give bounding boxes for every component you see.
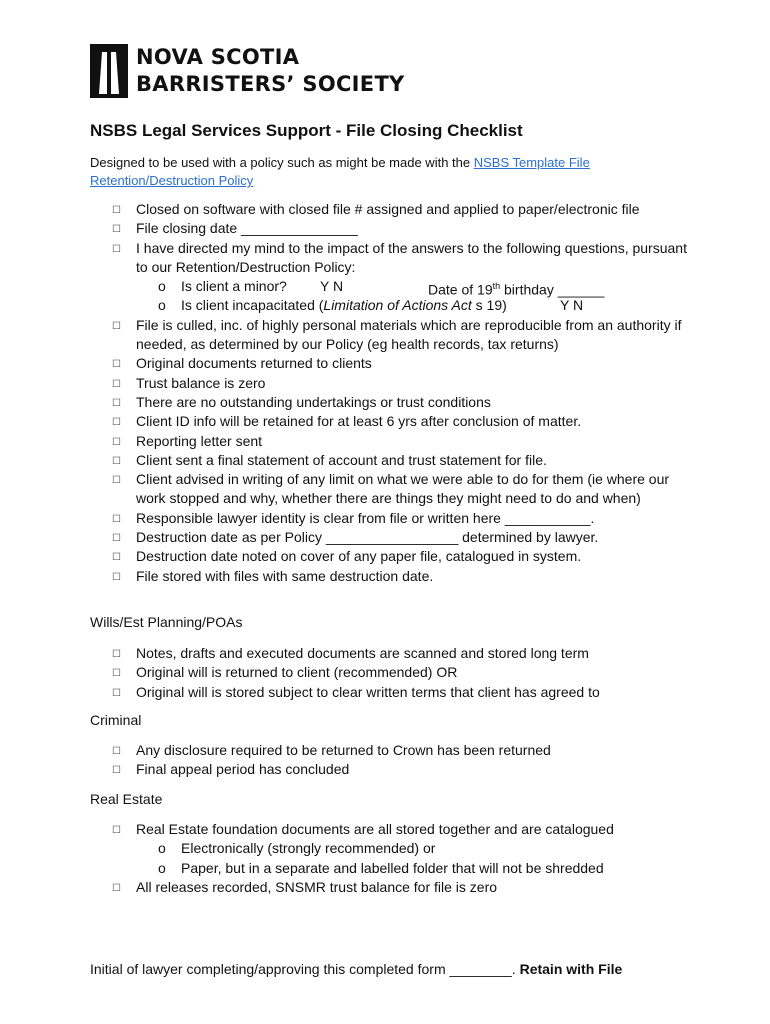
checklist-item	[0, 760, 770, 779]
checklist-item-text: Destruction date as per Policy _________________ determined by lawyer.	[136, 529, 599, 546]
minor-yn[interactable]: Y N	[320, 278, 344, 295]
checklist-item-text: Client advised in writing of any limit on what we were able to do for them (ie where our work stopped and why, whether there are things they might need to do and when)	[136, 471, 670, 507]
incapacitated-post: s 19)	[471, 297, 507, 314]
main-checklist	[0, 200, 770, 586]
checklist-item-text: Notes, drafts and executed documents are scanned and stored long term	[136, 645, 589, 661]
checkbox[interactable]: ☐	[112, 649, 121, 660]
checkbox[interactable]: ☐	[112, 378, 121, 390]
checkbox[interactable]: ☐	[112, 825, 121, 836]
checkbox[interactable]: ☐	[112, 668, 121, 680]
act-name: Limitation of Actions Act	[323, 297, 472, 314]
checkbox[interactable]: ☐	[112, 882, 121, 894]
checklist-item	[0, 200, 770, 219]
birthday-label: Date of 19	[428, 281, 493, 298]
checklist-item	[0, 741, 770, 760]
checklist-item-text: File is culled, inc. of highly personal materials which are reproducible from an authority if needed, as determined by our Policy (eg health records, tax returns)	[136, 316, 682, 353]
checkbox[interactable]: ☐	[112, 765, 121, 777]
checklist-item-text: Any disclosure required to be returned to Crown has been returned	[136, 742, 551, 758]
checklist-item-text: File stored with files with same destruction date.	[136, 567, 434, 584]
checklist-item	[0, 567, 770, 586]
intro-text: Designed to be used with a policy such as might be made with the	[90, 155, 474, 170]
sub-question-minor	[0, 277, 770, 296]
checklist-item	[0, 820, 770, 839]
minor-question: Is client a minor?	[181, 278, 287, 295]
checklist-item	[0, 239, 770, 278]
checkbox[interactable]: ☐	[112, 205, 121, 216]
checklist-item	[0, 878, 770, 897]
sub-item	[0, 859, 770, 878]
checkbox[interactable]: ☐	[112, 571, 121, 583]
checklist-item	[0, 451, 770, 470]
checklist-item-text: I have directed my mind to the impact of the answers to the following questions, pursuant to our Retention/Destruction Policy:	[136, 239, 687, 275]
checklist-item	[0, 547, 770, 566]
checkbox[interactable]: ☐	[112, 359, 121, 371]
checkbox[interactable]: ☐	[112, 320, 121, 332]
checklist-item-text: Original documents returned to clients	[136, 355, 372, 372]
checklist-item	[0, 432, 770, 451]
checkbox[interactable]: ☐	[112, 552, 121, 564]
checklist-item	[0, 509, 770, 528]
sub-bullet: o	[158, 297, 166, 314]
checklist-item	[0, 219, 770, 238]
birthday-blank: birthday ______	[500, 281, 605, 298]
sub-item	[0, 839, 770, 858]
checklist-item-text: Closed on software with closed file # assigned and applied to paper/electronic file	[136, 201, 640, 217]
checklist-item-text: Client ID info will be retained for at least 6 yrs after conclusion of matter.	[136, 413, 582, 430]
checklist-item-text: File closing date _______________	[136, 220, 358, 237]
checkbox[interactable]: ☐	[112, 746, 121, 757]
nsbs-logo-mark-icon	[90, 44, 128, 98]
logo-line-2: BARRISTERS’ SOCIETY	[136, 72, 405, 96]
checkbox[interactable]: ☐	[112, 224, 121, 236]
sub-item-text: Paper, but in a separate and labelled folder that will not be shredded	[181, 859, 604, 876]
checklist-item-text: Original will is stored subject to clear written terms that client has agreed to	[136, 683, 600, 700]
checklist-item	[0, 374, 770, 393]
checklist-item-text: Reporting letter sent	[136, 432, 263, 449]
document-title: NSBS Legal Services Support - File Closing Checklist	[90, 121, 523, 140]
policy-link[interactable]: NSBS Template File Retention/Destruction Policy	[90, 155, 590, 188]
checklist-item-text: Original will is returned to client (recommended) OR	[136, 664, 458, 681]
section-heading-wills: Wills/Est Planning/POAs	[90, 614, 243, 630]
checklist-item-text: Responsible lawyer identity is clear from file or written here ___________.	[136, 509, 595, 526]
sub-bullet: o	[158, 278, 166, 295]
section-heading-real-estate: Real Estate	[90, 791, 163, 807]
checklist-item-text: Client sent a final statement of account and trust statement for file.	[136, 451, 547, 468]
checklist-item	[0, 644, 770, 663]
footer-line	[90, 961, 622, 977]
checkbox[interactable]: ☐	[112, 243, 121, 255]
criminal-checklist	[0, 741, 770, 780]
birthday-sup: th	[492, 281, 501, 292]
checklist-item	[0, 412, 770, 431]
footer-text: Initial of lawyer completing/approving this completed form ________.	[90, 961, 520, 977]
sub-bullet: o	[158, 840, 166, 857]
section-heading-criminal: Criminal	[90, 712, 142, 728]
checklist-item	[0, 354, 770, 373]
checklist-item	[0, 683, 770, 702]
sub-bullet: o	[158, 859, 166, 876]
checklist-item	[0, 393, 770, 412]
checklist-item-text: There are no outstanding undertakings or trust conditions	[136, 393, 491, 410]
checklist-item-text: Real Estate foundation documents are all stored together and are catalogued	[136, 821, 614, 837]
checklist-item-text: Trust balance is zero	[136, 374, 266, 391]
checklist-item-text: Final appeal period has concluded	[136, 761, 350, 778]
checklist-item-text: All releases recorded, SNSMR trust balance for file is zero	[136, 878, 498, 895]
footer-retain: Retain with File	[519, 961, 623, 977]
checkbox[interactable]: ☐	[112, 475, 121, 487]
checkbox[interactable]: ☐	[112, 455, 121, 467]
logo-wordmark	[136, 44, 405, 98]
logo-line-1: NOVA SCOTIA	[136, 45, 300, 69]
real-estate-checklist	[0, 820, 770, 897]
checklist-item-text: Destruction date noted on cover of any paper file, catalogued in system.	[136, 548, 582, 565]
checklist-item	[0, 528, 770, 547]
sub-item-text: Electronically (strongly recommended) or	[181, 840, 436, 857]
checklist-item	[0, 470, 770, 509]
checkbox[interactable]: ☐	[112, 687, 121, 699]
incapacitated-yn[interactable]: Y N	[560, 297, 584, 314]
checkbox[interactable]: ☐	[112, 436, 121, 448]
checklist-item	[0, 316, 770, 355]
checkbox[interactable]: ☐	[112, 533, 121, 545]
checkbox[interactable]: ☐	[112, 513, 121, 525]
sub-question-incapacitated	[0, 296, 770, 315]
incapacitated-pre: Is client incapacitated (	[181, 297, 324, 314]
intro-paragraph	[90, 154, 650, 190]
wills-checklist	[0, 644, 770, 702]
checklist-item	[0, 663, 770, 682]
checkbox[interactable]: ☐	[112, 397, 121, 409]
checkbox[interactable]: ☐	[112, 417, 121, 429]
